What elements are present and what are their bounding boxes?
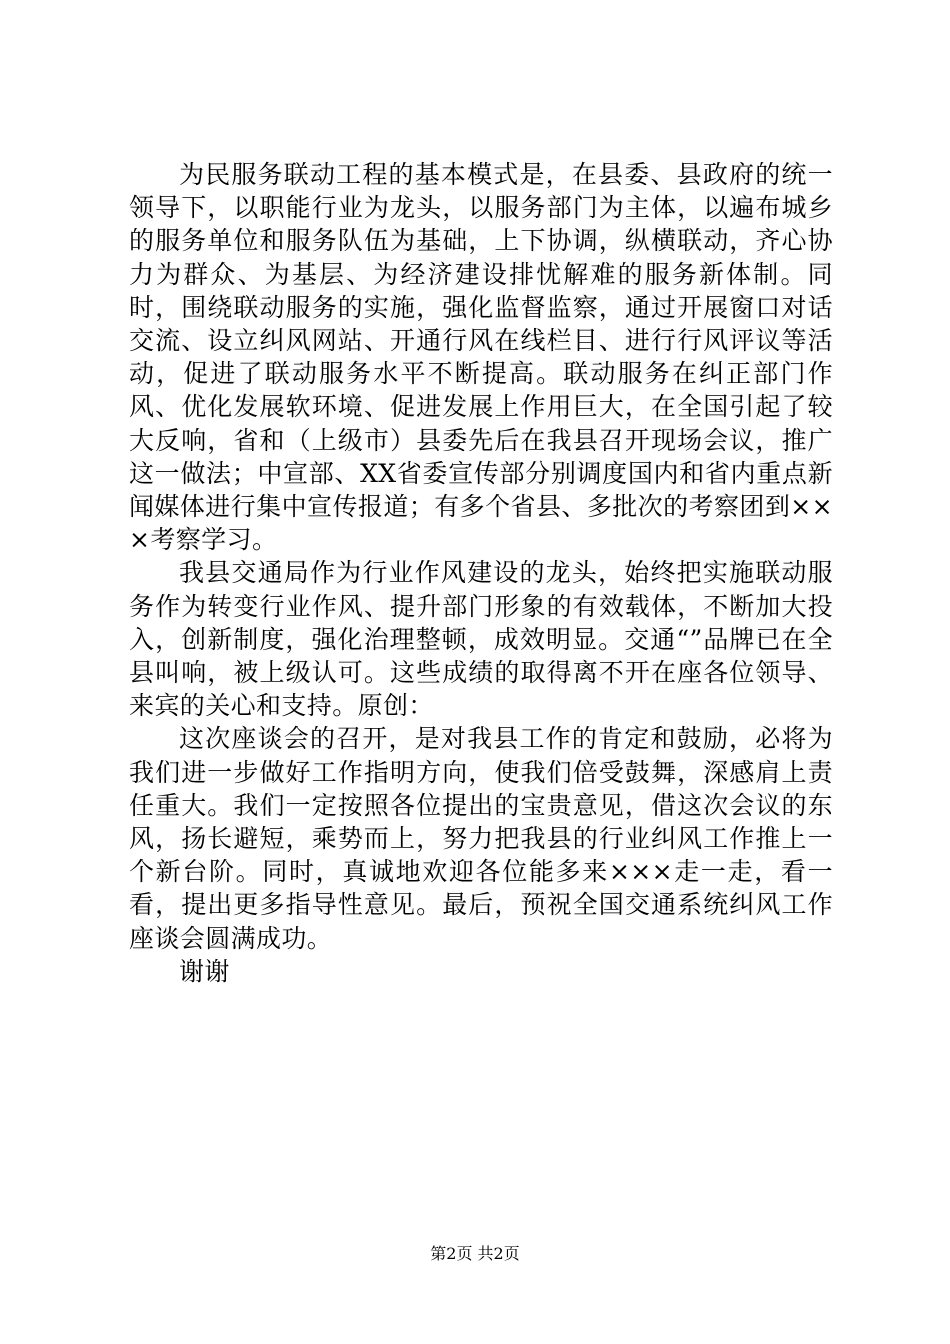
paragraph-closing: 谢谢 <box>179 956 230 986</box>
paragraph-2: 我县交通局作为行业作风建设的龙头，始终把实施联动服务作为转变行业作风、提升部门形象的有效载体，不断加大投入，创新制度，强化治理整顿，成效明显。交通“”品牌已在全县叫响，被上级认可。这些成绩的取得离不开在座各位领导、来宾的关心和支持。原创： <box>129 558 833 721</box>
document-body <box>129 158 833 988</box>
page-footer <box>0 1244 950 1264</box>
paragraph-1: 为民服务联动工程的基本模式是，在县委、县政府的统一领导下，以职能行业为龙头，以服务部门为主体，以遍布城乡的服务单位和服务队伍为基础，上下协调，纵横联动，齐心协力为群众、为基层、为经济建设排忧解难的服务新体制。同时，围绕联动服务的实施，强化监督监察，通过开展窗口对话交流、设立纠风网站、开通行风在线栏目、进行行风评议等活动，促进了联动服务水平不断提高。联动服务在纠正部门作风、优化发展软环境、促进发展上作用巨大，在全国引起了较大反响，省和（上级市）县委先后在我县召开现场会议，推广这一做法；中宣部、XX省委宣传部分别调度国内和省内重点新闻媒体进行集中宣传报道；有多个省县、多批次的考察团到×××考察学习。 <box>129 160 833 555</box>
paragraph-3: 这次座谈会的召开，是对我县工作的肯定和鼓励，必将为我们进一步做好工作指明方向，使我们倍受鼓舞，深感肩上责任重大。我们一定按照各位提出的宝贵意见，借这次会议的东风，扬长避短，乘势而上，努力把我县的行业纠风工作推上一个新台阶。同时，真诚地欢迎各位能多来×××走一走，看一看，提出更多指导性意见。最后，预祝全国交通系统纠风工作座谈会圆满成功。 <box>129 724 833 953</box>
page-number-label: 第2页 共2页 <box>430 1244 520 1263</box>
